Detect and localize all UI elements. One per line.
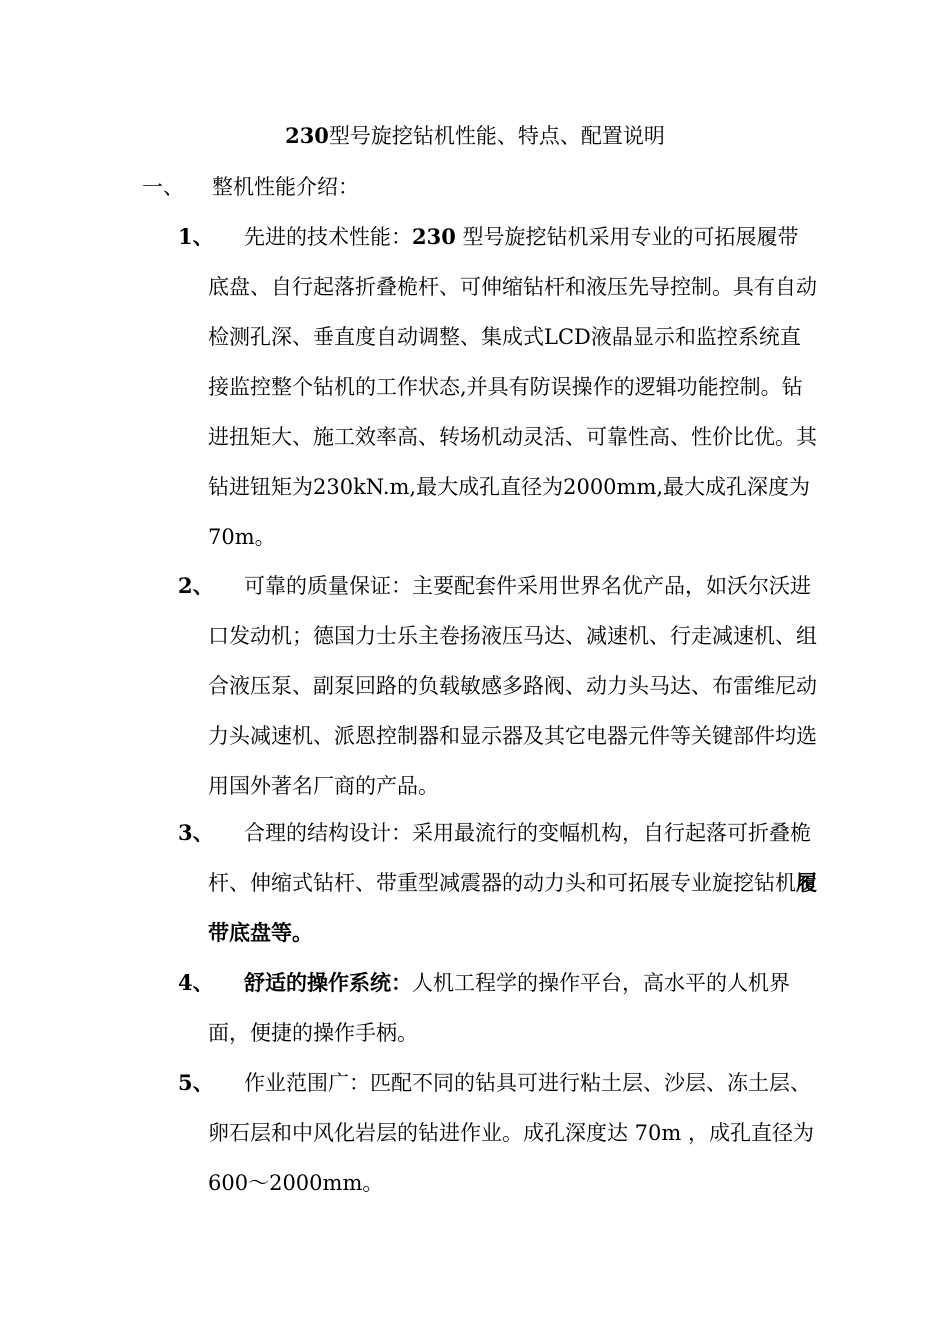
section-number: 一、 (142, 175, 184, 199)
list-item-text (208, 212, 818, 562)
page-title (0, 116, 950, 156)
list-item-lead-bold: 230 (412, 224, 456, 249)
section-heading-text: 整机性能介绍： (212, 175, 359, 199)
list-item-lead: 可靠的质量保证： (244, 574, 412, 598)
list-item-text (208, 561, 818, 811)
list-item-5 (178, 1058, 818, 1208)
list-item-tail-bold: 履带底盘等。 (208, 870, 817, 945)
list-item-1 (178, 212, 818, 562)
list-item-body: 主要配套件采用世界名优产品，如沃尔沃进口发动机；德国力士乐主卷扬液压马达、减速机、行走减速机、组合液压泵、副泵回路的负载敏感多路阀、动力头马达、布雷维尼动力头减速机、派恩控制器和显示器及其它电器元件等关键部件均选用国外著名厂商的产品。 (208, 574, 817, 798)
list-item-number: 2、 (178, 573, 214, 598)
title-text: 型号旋挖钻机性能、特点、配置说明 (328, 124, 665, 148)
list-item-4 (178, 958, 818, 1058)
list-item-body: 型号旋挖钻机采用专业的可拓展履带底盘、自行起落折叠桅杆、可伸缩钻杆和液压先导控制。具有自动检测孔深、垂直度自动调整、集成式LCD液晶显示和监控系统直接监控整个钻机的工作状态,并具有防误操作的逻辑功能控制。钻进扭矩大、施工效率高、转场机动灵活、可靠性高、性价比优。其钻进钮矩为230kN.m,最大成孔直径为2000mm,最大成孔深度为70m。 (208, 225, 817, 549)
list-item-number: 1、 (178, 224, 214, 249)
list-item-3 (178, 808, 818, 958)
list-item-text (208, 958, 818, 1058)
list-item-number: 3、 (178, 820, 214, 845)
list-item-number: 5、 (178, 1070, 214, 1095)
list-item-lead: 合理的结构设计： (244, 821, 412, 845)
list-item-2 (178, 561, 818, 811)
list-item-lead: 舒适的操作系统： (244, 970, 412, 995)
list-item-body: 匹配不同的钻具可进行粘土层、沙层、冻土层、卵石层和中风化岩层的钻进作业。成孔深度达 70m ，成孔直径为 600～2000mm。 (208, 1071, 814, 1195)
title-model-number: 230 (285, 123, 329, 148)
section-heading (142, 167, 359, 207)
list-item-body: 采用最流行的变幅机构，自行起落可折叠桅杆、伸缩式钻杆、带重型减震器的动力头和可拓展专业旋挖钻机 (208, 821, 811, 895)
list-item-body: 人机工程学的操作平台，高水平的人机界面，便捷的操作手柄。 (208, 971, 790, 1045)
list-item-lead: 作业范围广： (244, 1071, 370, 1095)
list-item-lead: 先进的技术性能： (244, 225, 412, 249)
list-item-text (208, 1058, 818, 1208)
list-item-text (208, 808, 818, 958)
list-item-number: 4、 (178, 970, 214, 995)
